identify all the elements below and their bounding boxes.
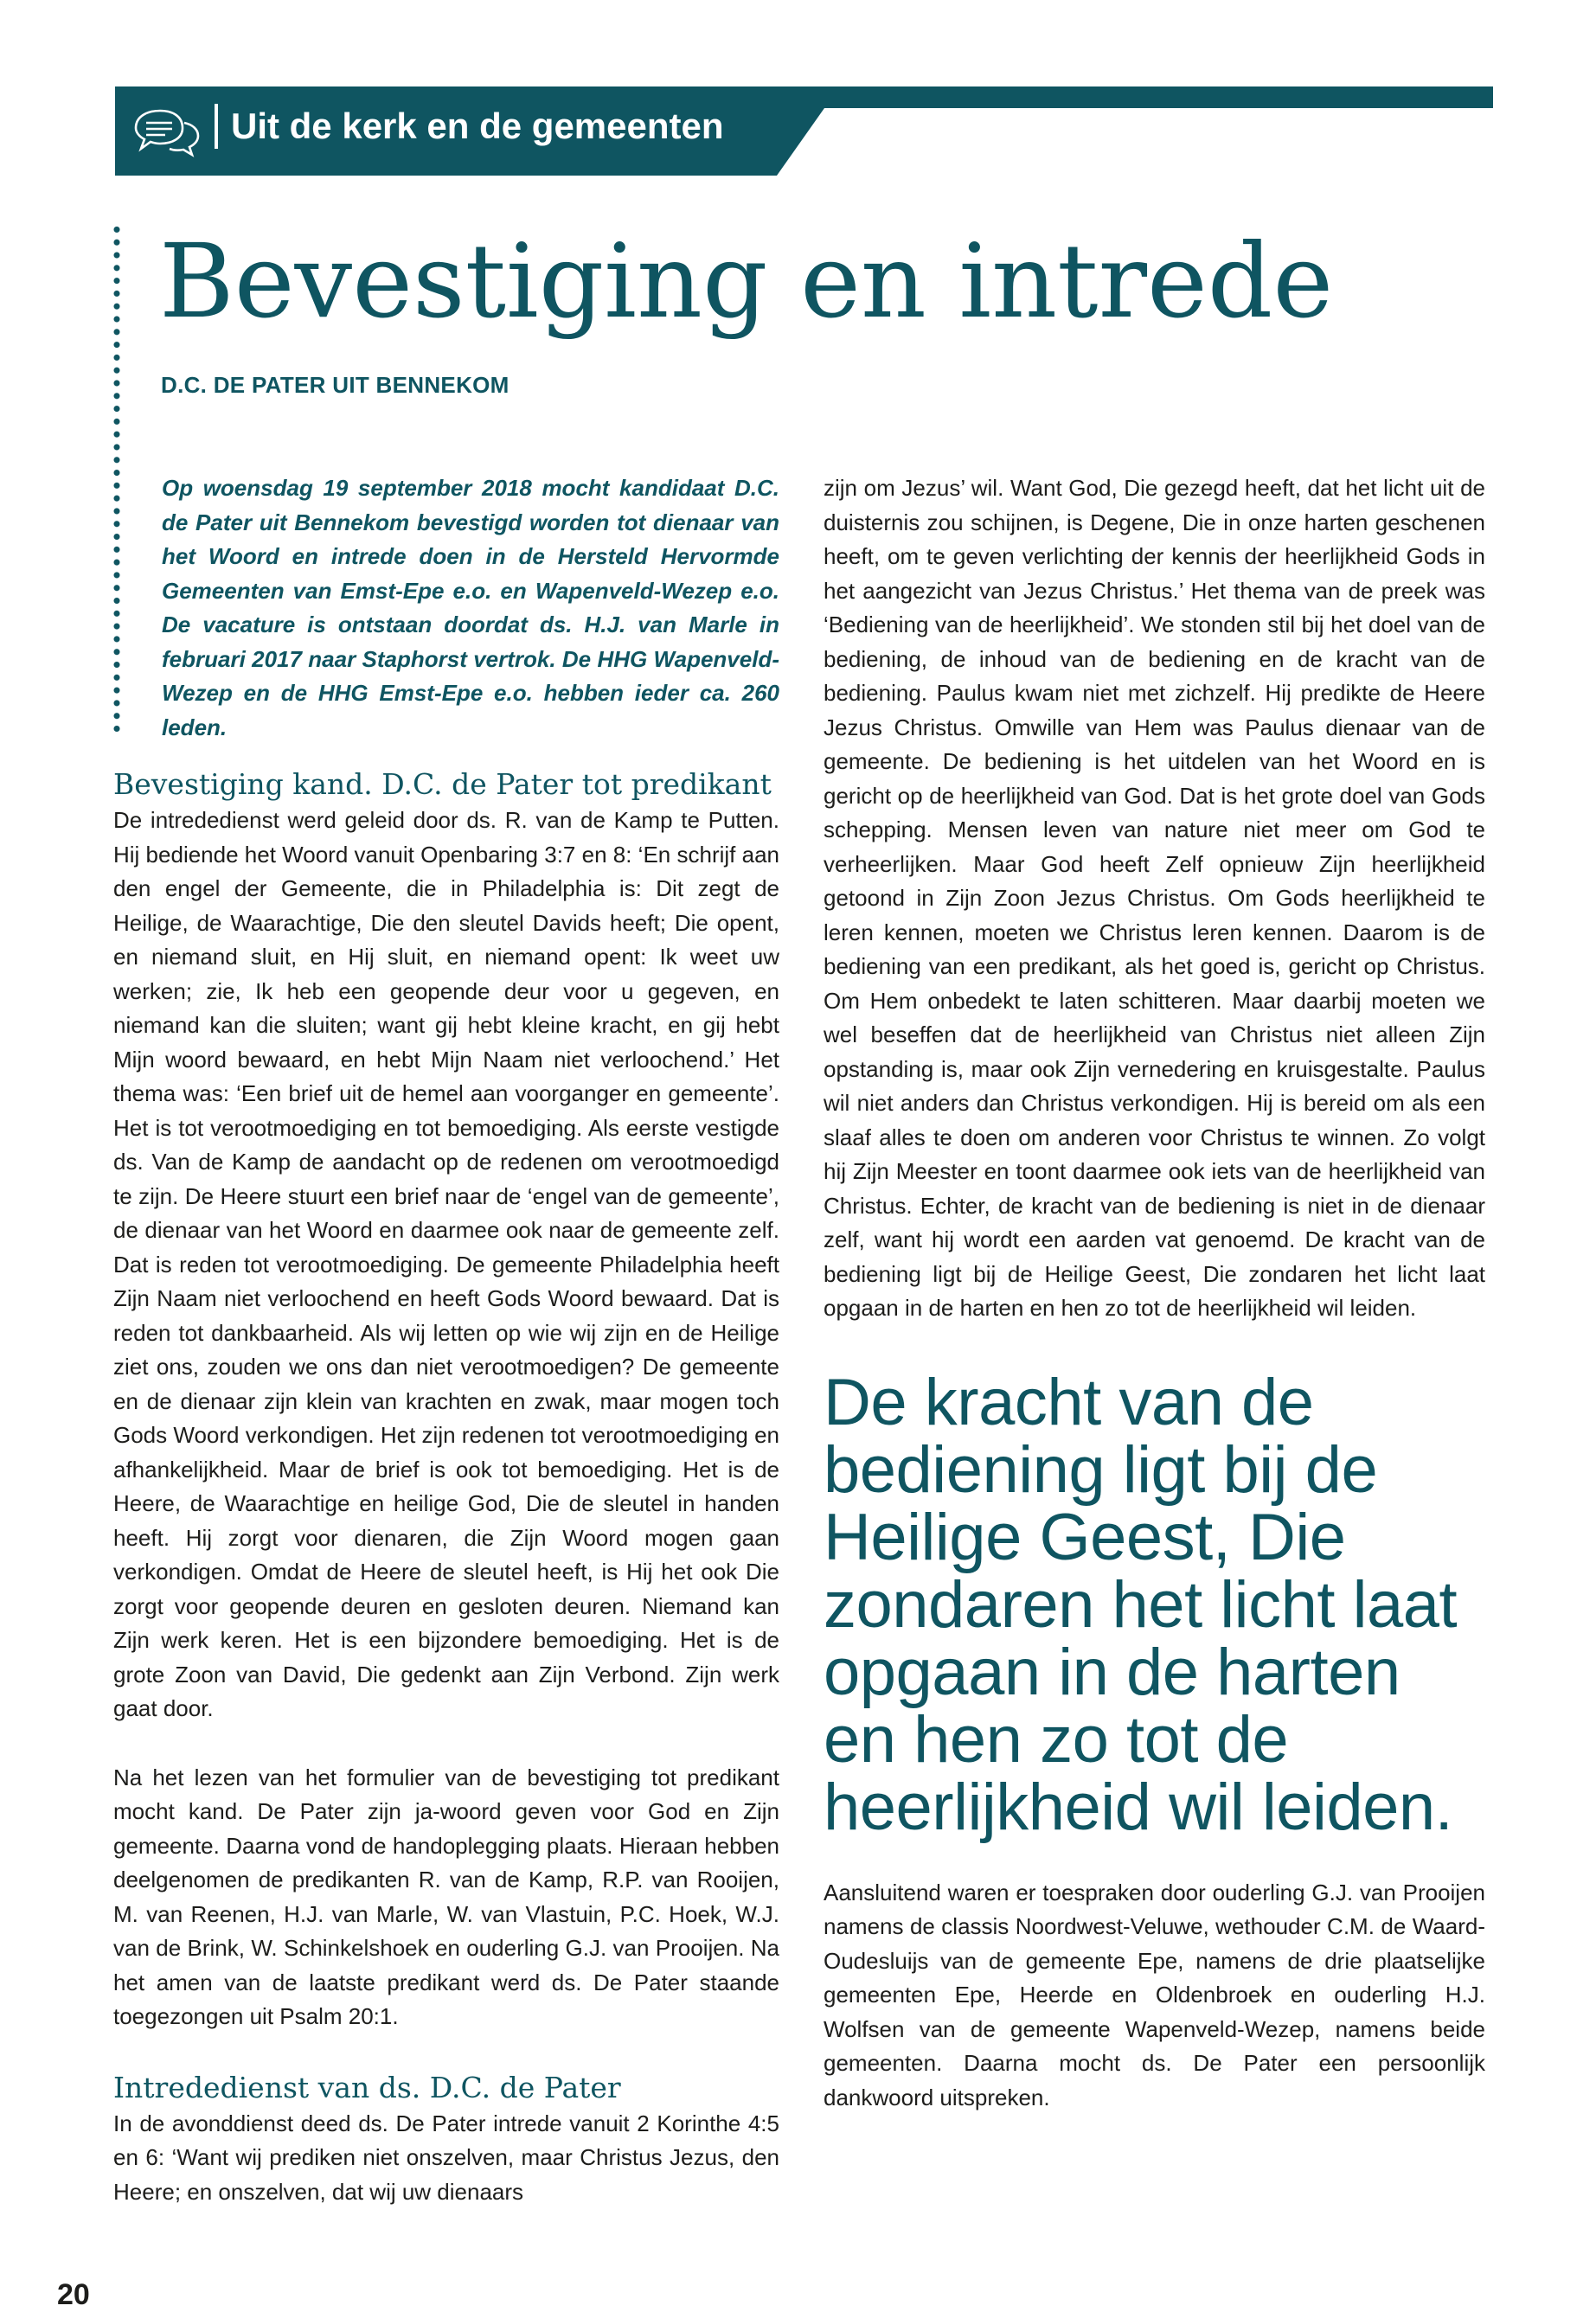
section-heading-bevestiging: Bevestiging kand. D.C. de Pater tot predikant: [113, 767, 772, 801]
article-intro: Op woensdag 19 september 2018 mocht kandidaat D.C. de Pater uit Bennekom bevestigd worden tot dienaar van het Woord en intrede doen in de Hersteld Hervormde Gemeenten van Emst-Epe e.o. en Wapenveld-Wezep e.o. De vacature is ontstaan doordat ds. H.J. van Marle in februari 2017 naar Staphorst vertrok. De HHG Wapenveld-Wezep en de HHG Emst-Epe e.o. hebben ieder ca. 260 leden.: [162, 475, 779, 740]
section-title: Uit de kerk en de gemeenten: [231, 106, 724, 146]
article-title: Bevestiging en intrede: [159, 221, 1334, 341]
page-number: 20: [57, 2278, 90, 2311]
header-separator: [215, 104, 218, 149]
body-paragraph: Aansluitend waren er toespraken door ouderling G.J. van Prooijen namens de classis Noordwest-Veluwe, wethouder C.M. de Waard-Oudesluijs van de gemeente Epe, namens de drie plaatselijke gemeenten Epe, Heerde en Oldenbroek en ouderling H.J. Wolfsen van de gemeente Wapenveld-Wezep, namens beide gemeenten. Daarna mocht ds. De Pater een persoonlijk dankwoord uitspreken.: [824, 1879, 1485, 2110]
right-column: [824, 471, 1485, 2115]
body-paragraph: Na het lezen van het formulier van de bevestiging tot predikant mocht kand. De Pater zijn ja-woord geven voor God en Zijn gemeente. Daarna vond de handoplegging plaats. Hieraan hebben deelgenomen de predikanten R. van de Kamp, R.P. van Rooijen, M. van Reenen, H.J. van Marle, W. van Vlastuin, P.C. Hoek, W.J. van de Brink, W. Schinkelshoek en ouderling G.J. van Prooijen. Na het amen van de laatste predikant werd ds. De Pater staande toegezongen uit Psalm 20:1.: [113, 1764, 779, 2029]
section-heading-intrededienst: Intrededienst van ds. D.C. de Pater: [113, 2070, 621, 2104]
section-header: [115, 86, 1493, 176]
speech-bubbles-icon: [129, 107, 202, 157]
body-paragraph: In de avonddienst deed ds. De Pater intrede vanuit 2 Korinthe 4:5 en 6: ‘Want wij prediken niet onszelven, maar Christus Jezus, den Heere; en onszelven, dat wij uw dienaars: [113, 2110, 779, 2205]
body-paragraph: zijn om Jezus’ wil. Want God, Die gezegd heeft, dat het licht uit de duisternis zou schijnen, is Degene, Die in onze harten geschenen heeft, om te geven verlichting der kennis der heerlijkheid Gods in het aangezicht van Jezus Christus.’ Het thema van de preek was ‘Bediening van de heerlijkheid’. We stonden stil bij het doel van de bediening, de inhoud van de bediening en de kracht van de bediening. Paulus kwam niet met zichzelf. Hij predikte de Heere Jezus Christus. Omwille van Hem was Paulus dienaar van de gemeente. De bediening is het uitdelen van het Woord en is gericht op de heerlijkheid van God. Dat is het grote doel van Gods schepping. Mensen leven van nature niet meer om God te verheerlijken. Maar God heeft Zelf opnieuw Zijn heerlijkheid getoond in Zijn Zoon Jezus Christus. Om Gods heerlijkheid te leren kennen, moeten we Christus leren kennen. Daarom is de bediening van een predikant, als het goed is, gericht op Christus. Om Hem onbedekt te laten schitteren. Maar daarbij moeten we wel beseffen dat de heerlijkheid van Christus niet alleen Zijn opstanding is, maar ook Zijn vernedering en kruisgestalte. Paulus wil niet anders dan Christus verkondigen. Hij is bereid om als een slaaf alles te doen om anderen voor Christus te winnen. Zo volgt hij Zijn Meester en toont daarmee ook iets van de heerlijkheid van Christus. Echter, de kracht van de bediening is niet in de dienaar zelf, want hij wordt een aarden vat genoemd. De kracht van de bediening ligt bij de Heilige Geest, Die zondaren het licht laat opgaan in de harten en hen zo tot de heerlijkheid wil leiden.: [824, 475, 1485, 1321]
body-paragraph: De intrededienst werd geleid door ds. R. van de Kamp te Putten. Hij bediende het Woord vanuit Openbaring 3:7 en 8: ‘En schrijf aan den engel der Gemeente, die in Philadelphia is: Dit zegt de Heilige, de Waarachtige, Die den sleutel Davids heeft; Die opent, en niemand sluit, en Hij sluit, en niemand opent: Ik weet uw werken; zie, Ik heb een geopende deur voor u gegeven, en niemand kan die sluiten; want gij hebt kleine kracht, en gij hebt Mijn woord bewaard, en hebt Mijn Naam niet verloochend.’ Het thema was: ‘Een brief uit de hemel aan voorganger en gemeente’. Het is tot verootmoediging en tot bemoediging. Als eerste vestigde ds. Van de Kamp de aandacht op de redenen om verootmoedigd te zijn. De Heere stuurt een brief naar de ‘engel van de gemeente’, de dienaar van het Woord en daarmee ook naar de gemeente zelf. Dat is reden tot verootmoediging. De gemeente Philadelphia heeft Zijn Naam niet verloochend en heeft Gods Woord bewaard. Dat is reden tot dankbaarheid. Als wij letten op wie wij zijn en de Heilige ziet ons, zouden we ons dan niet verootmoedigen? De gemeente en de dienaar zijn klein van krachten en zwak, maar mogen toch Gods Woord verkondigen. Het zijn redenen tot verootmoediging en afhankelijkheid. Maar de brief is ook tot bemoediging. Het is de Heere, de Waarachtige en heilige God, Die de sleutel in handen heeft. Hij zorgt voor dienaren, die Zijn Woord mogen gaan verkondigen. Omdat de Heere de sleutel heeft, is Hij het ook Die zorgt voor geopende deuren en gesloten deuren. Niemand kan Zijn werk keren. Het is een bijzondere bemoediging. Het is de grote Zoon van David, Die gedenkt aan Zijn Verbond. Zijn werk gaat door.: [113, 807, 779, 1721]
left-column: [113, 471, 779, 2209]
article-byline: D.C. DE PATER UIT BENNEKOM: [161, 372, 510, 398]
pull-quote: De kracht van de bediening ligt bij de Heilige Geest, Die zondaren het licht laat opgaan in de harten en hen zo tot de heerlijkheid wil leiden.: [824, 1365, 1458, 1844]
